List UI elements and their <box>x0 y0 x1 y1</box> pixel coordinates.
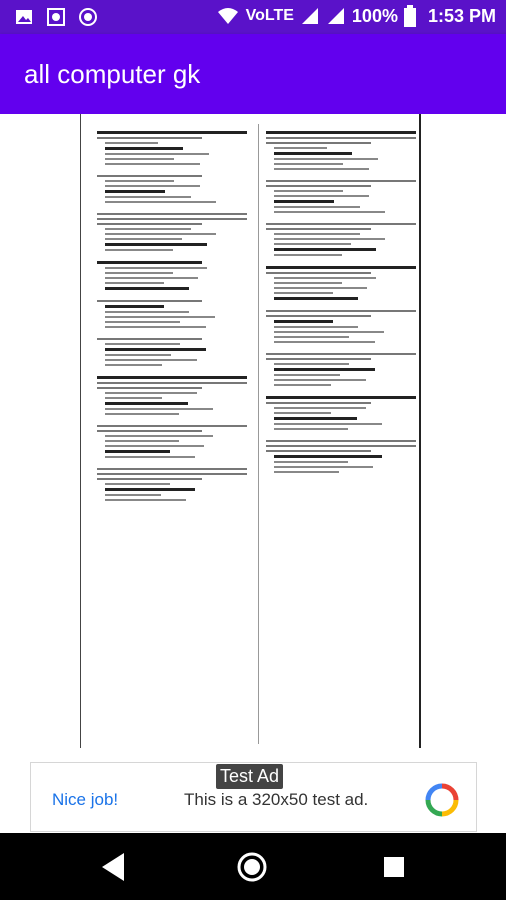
question-text-line <box>97 131 247 134</box>
answer-option-line <box>274 200 334 203</box>
document-page[interactable] <box>80 114 421 748</box>
question-text-line <box>97 430 202 432</box>
answer-option-line <box>105 364 162 366</box>
question-text-line <box>266 266 416 269</box>
ad-logo-icon <box>424 782 460 818</box>
question-block <box>266 223 416 256</box>
answer-option-line <box>105 392 197 394</box>
ad-cta-link[interactable]: Nice job! <box>52 790 119 809</box>
clock: 1:53 PM <box>427 5 496 26</box>
answer-option-line <box>274 243 351 245</box>
answer-option-line <box>274 206 360 208</box>
screenshot-icon <box>46 7 66 27</box>
answer-option-line <box>274 407 366 409</box>
question-block <box>266 353 416 386</box>
answer-option-line <box>274 363 349 365</box>
question-text-line <box>266 450 371 452</box>
question-text-line <box>97 261 202 264</box>
question-text-line <box>97 218 247 220</box>
answer-option-line <box>105 359 197 361</box>
question-text-line <box>97 473 247 475</box>
answer-option-line <box>105 456 195 458</box>
answer-option-line <box>105 190 165 193</box>
answer-option-line <box>105 158 174 160</box>
signal-icon-2 <box>326 6 346 26</box>
answer-option-line <box>105 282 164 284</box>
answer-option-line <box>274 168 369 170</box>
question-text-line <box>97 468 247 470</box>
answer-option-line <box>105 494 161 496</box>
question-text-line <box>97 387 202 389</box>
answer-option-line <box>105 185 200 187</box>
answer-option-line <box>105 354 171 356</box>
question-block <box>97 468 247 501</box>
test-ad-badge: Test Ad <box>216 764 283 789</box>
answer-option-line <box>105 142 158 144</box>
question-text-line <box>266 445 416 447</box>
right-column <box>266 128 416 483</box>
answer-option-line <box>274 417 357 420</box>
question-text-line <box>266 315 371 317</box>
question-text-line <box>97 137 202 139</box>
answer-option-line <box>274 277 376 279</box>
ad-text: This is a 320x50 test ad. <box>184 790 369 809</box>
question-text-line <box>266 353 416 355</box>
answer-option-line <box>105 440 179 442</box>
answer-option-line <box>105 343 180 345</box>
answer-option-line <box>105 243 207 246</box>
answer-option-line <box>274 248 376 251</box>
answer-option-line <box>274 471 339 473</box>
answer-option-line <box>105 483 170 485</box>
answer-option-line <box>105 238 182 240</box>
app-bar <box>0 34 506 114</box>
question-block <box>266 396 416 430</box>
question-text-line <box>266 185 371 187</box>
question-block <box>97 425 247 458</box>
answer-option-line <box>274 158 378 160</box>
answer-option-line <box>274 336 349 338</box>
answer-option-line <box>274 466 373 468</box>
answer-option-line <box>274 297 358 300</box>
answer-option-line <box>274 163 343 165</box>
answer-option-line <box>105 348 206 351</box>
answer-option-line <box>274 195 369 197</box>
question-text-line <box>97 376 247 379</box>
answer-option-line <box>274 428 348 430</box>
answer-option-line <box>105 228 191 230</box>
answer-option-line <box>274 374 340 376</box>
question-text-line <box>97 338 202 340</box>
question-text-line <box>266 142 371 144</box>
battery-icon <box>404 5 416 27</box>
question-block <box>266 180 416 213</box>
answer-option-line <box>105 267 207 269</box>
question-block <box>266 131 416 170</box>
answer-option-line <box>105 153 209 155</box>
answer-option-line <box>105 201 216 203</box>
answer-option-line <box>105 287 189 290</box>
answer-option-line <box>274 341 375 343</box>
image-icon <box>14 7 34 27</box>
answer-option-line <box>105 488 195 491</box>
answer-option-line <box>105 196 191 198</box>
question-block <box>97 300 247 328</box>
network-label: VoLTE <box>245 7 294 24</box>
answer-option-line <box>105 311 189 313</box>
battery-percent: 100% <box>351 5 398 26</box>
question-text-line <box>97 478 202 480</box>
back-button[interactable] <box>96 851 132 883</box>
answer-option-line <box>274 423 382 425</box>
question-text-line <box>266 402 371 404</box>
question-text-line <box>266 131 416 134</box>
status-bar <box>0 0 506 34</box>
question-block <box>97 175 247 203</box>
answer-option-line <box>105 402 188 405</box>
answer-option-line <box>274 455 382 458</box>
question-text-line <box>97 425 247 427</box>
signal-icon <box>300 6 320 26</box>
answer-option-line <box>274 320 333 323</box>
answer-option-line <box>274 233 360 235</box>
question-block <box>97 261 247 290</box>
answer-option-line <box>105 321 180 323</box>
answer-option-line <box>105 163 200 165</box>
question-block <box>97 213 247 251</box>
question-text-line <box>266 223 416 225</box>
circle-app-icon <box>78 7 98 27</box>
app-title: all computer gk <box>24 59 201 89</box>
question-text-line <box>266 358 371 360</box>
question-block <box>266 440 416 473</box>
answer-option-line <box>274 368 375 371</box>
answer-option-line <box>274 292 333 294</box>
answer-option-line <box>274 379 366 381</box>
answer-option-line <box>105 450 170 453</box>
home-button[interactable] <box>234 851 270 883</box>
answer-option-line <box>105 233 216 235</box>
question-text-line <box>266 228 371 230</box>
left-column <box>97 128 247 511</box>
answer-option-line <box>105 316 215 318</box>
answer-option-line <box>105 305 164 308</box>
answer-option-line <box>105 499 186 501</box>
answer-option-line <box>105 326 206 328</box>
answer-option-line <box>105 397 162 399</box>
question-text-line <box>97 213 247 215</box>
answer-option-line <box>105 272 173 274</box>
question-block <box>97 376 247 415</box>
recents-button[interactable] <box>376 851 412 883</box>
question-text-line <box>266 310 416 312</box>
answer-option-line <box>274 282 342 284</box>
answer-option-line <box>105 277 198 279</box>
answer-option-line <box>274 211 385 213</box>
wifi-icon <box>216 6 240 26</box>
answer-option-line <box>105 180 174 182</box>
answer-option-line <box>274 147 327 149</box>
answer-option-line <box>274 384 331 386</box>
answer-option-line <box>274 152 352 155</box>
question-text-line <box>97 175 202 177</box>
answer-option-line <box>274 461 348 463</box>
answer-option-line <box>105 413 179 415</box>
question-text-line <box>97 382 247 384</box>
pdf-viewer[interactable] <box>0 114 506 762</box>
question-text-line <box>266 272 371 274</box>
answer-option-line <box>105 435 213 437</box>
question-text-line <box>266 440 416 442</box>
answer-option-line <box>274 238 385 240</box>
question-text-line <box>97 300 202 302</box>
question-block <box>266 266 416 300</box>
answer-option-line <box>105 147 183 150</box>
question-block <box>97 131 247 165</box>
answer-option-line <box>274 254 342 256</box>
navigation-bar <box>0 833 506 900</box>
question-block <box>266 310 416 343</box>
answer-option-line <box>274 326 358 328</box>
answer-option-line <box>105 445 204 447</box>
question-block <box>97 338 247 366</box>
question-text-line <box>266 396 416 399</box>
column-divider <box>258 124 259 744</box>
answer-option-line <box>274 412 331 414</box>
question-text-line <box>266 137 416 139</box>
question-text-line <box>266 180 416 182</box>
question-text-line <box>97 223 202 225</box>
answer-option-line <box>274 287 367 289</box>
answer-option-line <box>105 408 213 410</box>
answer-option-line <box>105 249 173 251</box>
answer-option-line <box>274 331 384 333</box>
answer-option-line <box>274 190 343 192</box>
